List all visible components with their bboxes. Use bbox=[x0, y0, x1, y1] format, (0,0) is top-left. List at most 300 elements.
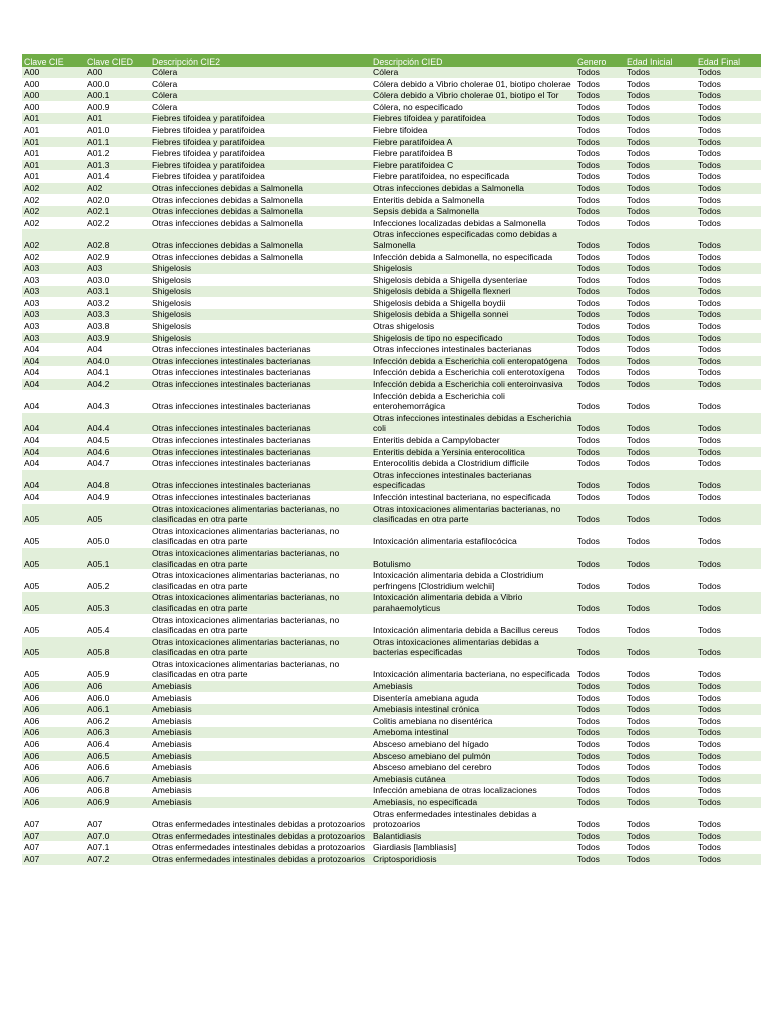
cell-descripcion-cied[interactable]: Otras infecciones especificadas como debidas a Salmonella bbox=[371, 229, 575, 251]
cell-edad-inicial[interactable]: Todos bbox=[625, 124, 696, 136]
cell-genero[interactable]: Todos bbox=[575, 148, 625, 160]
cell-edad-final[interactable]: Todos bbox=[696, 658, 761, 680]
cell-descripcion-cied[interactable]: Otras infecciones intestinales debidas a Escherichia coli bbox=[371, 412, 575, 434]
cell-edad-inicial[interactable]: Todos bbox=[625, 435, 696, 447]
cell-genero[interactable]: Todos bbox=[575, 446, 625, 458]
cell-clave-cie[interactable]: A04 bbox=[22, 435, 85, 447]
cell-clave-cie[interactable]: A02 bbox=[22, 194, 85, 206]
cell-clave-cied[interactable]: A06.6 bbox=[85, 762, 150, 774]
cell-clave-cied[interactable]: A04 bbox=[85, 344, 150, 356]
cell-clave-cie[interactable]: A02 bbox=[22, 217, 85, 229]
cell-clave-cie[interactable]: A04 bbox=[22, 491, 85, 503]
cell-edad-inicial[interactable]: Todos bbox=[625, 344, 696, 356]
cell-descripcion-cie2[interactable]: Fiebres tifoidea y paratifoidea bbox=[150, 113, 371, 125]
cell-edad-inicial[interactable]: Todos bbox=[625, 739, 696, 751]
cell-descripcion-cie2[interactable]: Otras infecciones intestinales bacterianas bbox=[150, 367, 371, 379]
cell-clave-cie[interactable]: A01 bbox=[22, 136, 85, 148]
cell-edad-inicial[interactable]: Todos bbox=[625, 171, 696, 183]
cell-descripcion-cied[interactable]: Colitis amebiana no disentérica bbox=[371, 715, 575, 727]
cell-edad-final[interactable]: Todos bbox=[696, 251, 761, 263]
cell-descripcion-cied[interactable]: Otras infecciones intestinales bacterianas especificadas bbox=[371, 469, 575, 491]
cell-descripcion-cie2[interactable]: Shigelosis bbox=[150, 297, 371, 309]
cell-clave-cied[interactable]: A02.1 bbox=[85, 206, 150, 218]
cell-clave-cied[interactable]: A04.5 bbox=[85, 435, 150, 447]
cell-descripcion-cied[interactable]: Intoxicación alimentaria bacteriana, no especificada bbox=[371, 658, 575, 680]
cell-descripcion-cie2[interactable]: Otras infecciones intestinales bacterianas bbox=[150, 344, 371, 356]
cell-clave-cied[interactable]: A03.8 bbox=[85, 321, 150, 333]
cell-descripcion-cied[interactable]: Sepsis debida a Salmonella bbox=[371, 206, 575, 218]
cell-clave-cie[interactable]: A03 bbox=[22, 321, 85, 333]
cell-clave-cie[interactable]: A04 bbox=[22, 446, 85, 458]
cell-clave-cied[interactable]: A05.9 bbox=[85, 658, 150, 680]
cell-descripcion-cied[interactable]: Shigelosis debida a Shigella flexneri bbox=[371, 286, 575, 298]
cell-edad-inicial[interactable]: Todos bbox=[625, 715, 696, 727]
cell-edad-inicial[interactable]: Todos bbox=[625, 332, 696, 344]
cell-clave-cie[interactable]: A03 bbox=[22, 297, 85, 309]
cell-descripcion-cie2[interactable]: Fiebres tifoidea y paratifoidea bbox=[150, 136, 371, 148]
cell-descripcion-cie2[interactable]: Otras infecciones intestinales bacterianas bbox=[150, 491, 371, 503]
cell-edad-final[interactable]: Todos bbox=[696, 503, 761, 525]
cell-genero[interactable]: Todos bbox=[575, 491, 625, 503]
cell-edad-inicial[interactable]: Todos bbox=[625, 101, 696, 113]
cell-clave-cie[interactable]: A03 bbox=[22, 274, 85, 286]
cell-clave-cied[interactable]: A07.2 bbox=[85, 853, 150, 865]
cell-descripcion-cied[interactable]: Shigelosis debida a Shigella boydii bbox=[371, 297, 575, 309]
cell-edad-inicial[interactable]: Todos bbox=[625, 692, 696, 704]
cell-edad-inicial[interactable]: Todos bbox=[625, 681, 696, 693]
cell-descripcion-cied[interactable]: Enteritis debida a Yersinia enterocolitica bbox=[371, 446, 575, 458]
cell-genero[interactable]: Todos bbox=[575, 570, 625, 592]
cell-genero[interactable]: Todos bbox=[575, 750, 625, 762]
cell-edad-inicial[interactable]: Todos bbox=[625, 90, 696, 102]
cell-edad-final[interactable]: Todos bbox=[696, 367, 761, 379]
cell-descripcion-cie2[interactable]: Otras infecciones intestinales bacterianas bbox=[150, 435, 371, 447]
cell-edad-inicial[interactable]: Todos bbox=[625, 263, 696, 275]
cell-clave-cied[interactable]: A05.8 bbox=[85, 636, 150, 658]
cell-descripcion-cied[interactable]: Cólera debido a Vibrio cholerae 01, biotipo cholerae bbox=[371, 78, 575, 90]
cell-genero[interactable]: Todos bbox=[575, 194, 625, 206]
cell-descripcion-cied[interactable]: Fiebre tifoidea bbox=[371, 124, 575, 136]
cell-clave-cie[interactable]: A00 bbox=[22, 101, 85, 113]
cell-clave-cied[interactable]: A07.0 bbox=[85, 830, 150, 842]
cell-edad-final[interactable]: Todos bbox=[696, 90, 761, 102]
cell-descripcion-cied[interactable]: Intoxicación alimentaria debida a Vibrio parahaemolyticus bbox=[371, 592, 575, 614]
cell-clave-cied[interactable]: A01.3 bbox=[85, 159, 150, 171]
cell-clave-cie[interactable]: A00 bbox=[22, 67, 85, 78]
cell-clave-cie[interactable]: A06 bbox=[22, 692, 85, 704]
cell-descripcion-cied[interactable]: Otras enfermedades intestinales debidas a protozoarios bbox=[371, 808, 575, 830]
cell-clave-cied[interactable]: A07.1 bbox=[85, 842, 150, 854]
cell-descripcion-cied[interactable]: Amebiasis bbox=[371, 681, 575, 693]
cell-clave-cied[interactable]: A04.3 bbox=[85, 390, 150, 412]
cell-edad-inicial[interactable]: Todos bbox=[625, 808, 696, 830]
cell-descripcion-cie2[interactable]: Otras infecciones intestinales bacterianas bbox=[150, 390, 371, 412]
cell-edad-final[interactable]: Todos bbox=[696, 446, 761, 458]
header-clave-cied[interactable]: Clave CIED bbox=[85, 54, 150, 67]
cell-clave-cie[interactable]: A00 bbox=[22, 78, 85, 90]
cell-edad-final[interactable]: Todos bbox=[696, 286, 761, 298]
cell-clave-cied[interactable]: A03.0 bbox=[85, 274, 150, 286]
cell-genero[interactable]: Todos bbox=[575, 101, 625, 113]
cell-genero[interactable]: Todos bbox=[575, 727, 625, 739]
cell-descripcion-cie2[interactable]: Otras enfermedades intestinales debidas a protozoarios bbox=[150, 808, 371, 830]
cell-clave-cie[interactable]: A06 bbox=[22, 797, 85, 809]
cell-descripcion-cied[interactable]: Intoxicación alimentaria estafilocócica bbox=[371, 525, 575, 547]
cell-descripcion-cie2[interactable]: Shigelosis bbox=[150, 274, 371, 286]
cell-clave-cied[interactable]: A00.0 bbox=[85, 78, 150, 90]
cell-descripcion-cied[interactable]: Ameboma intestinal bbox=[371, 727, 575, 739]
cell-edad-inicial[interactable]: Todos bbox=[625, 136, 696, 148]
cell-clave-cied[interactable]: A06.3 bbox=[85, 727, 150, 739]
cell-genero[interactable]: Todos bbox=[575, 715, 625, 727]
cell-clave-cie[interactable]: A07 bbox=[22, 808, 85, 830]
cell-descripcion-cie2[interactable]: Amebiasis bbox=[150, 692, 371, 704]
cell-descripcion-cie2[interactable]: Otras enfermedades intestinales debidas a protozoarios bbox=[150, 830, 371, 842]
cell-clave-cied[interactable]: A06.1 bbox=[85, 704, 150, 716]
cell-descripcion-cie2[interactable]: Cólera bbox=[150, 101, 371, 113]
cell-genero[interactable]: Todos bbox=[575, 435, 625, 447]
cell-edad-inicial[interactable]: Todos bbox=[625, 727, 696, 739]
cell-descripcion-cie2[interactable]: Fiebres tifoidea y paratifoidea bbox=[150, 159, 371, 171]
cell-clave-cied[interactable]: A04.2 bbox=[85, 379, 150, 391]
cell-clave-cie[interactable]: A05 bbox=[22, 658, 85, 680]
cell-descripcion-cie2[interactable]: Otras infecciones debidas a Salmonella bbox=[150, 251, 371, 263]
cell-descripcion-cied[interactable]: Intoxicación alimentaria debida a Clostridium perfringens [Clostridium welchii] bbox=[371, 570, 575, 592]
cell-genero[interactable]: Todos bbox=[575, 355, 625, 367]
cell-genero[interactable]: Todos bbox=[575, 547, 625, 569]
cell-genero[interactable]: Todos bbox=[575, 808, 625, 830]
cell-descripcion-cied[interactable]: Infecciones localizadas debidas a Salmonella bbox=[371, 217, 575, 229]
cell-descripcion-cie2[interactable]: Otras intoxicaciones alimentarias bacterianas, no clasificadas en otra parte bbox=[150, 503, 371, 525]
cell-descripcion-cied[interactable]: Cólera, no especificado bbox=[371, 101, 575, 113]
cell-clave-cied[interactable]: A03.2 bbox=[85, 297, 150, 309]
cell-edad-inicial[interactable]: Todos bbox=[625, 297, 696, 309]
cell-edad-inicial[interactable]: Todos bbox=[625, 113, 696, 125]
header-clave-cie[interactable]: Clave CIE bbox=[22, 54, 85, 67]
cell-edad-inicial[interactable]: Todos bbox=[625, 658, 696, 680]
cell-descripcion-cied[interactable]: Absceso amebiano del cerebro bbox=[371, 762, 575, 774]
cell-clave-cied[interactable]: A01.1 bbox=[85, 136, 150, 148]
cell-descripcion-cie2[interactable]: Otras infecciones debidas a Salmonella bbox=[150, 229, 371, 251]
cell-genero[interactable]: Todos bbox=[575, 321, 625, 333]
cell-clave-cie[interactable]: A02 bbox=[22, 229, 85, 251]
cell-descripcion-cie2[interactable]: Otras infecciones intestinales bacterianas bbox=[150, 469, 371, 491]
cell-edad-inicial[interactable]: Todos bbox=[625, 750, 696, 762]
cell-clave-cie[interactable]: A06 bbox=[22, 727, 85, 739]
cell-descripcion-cie2[interactable]: Cólera bbox=[150, 90, 371, 102]
header-genero[interactable]: Genero bbox=[575, 54, 625, 67]
cell-descripcion-cie2[interactable]: Otras infecciones debidas a Salmonella bbox=[150, 206, 371, 218]
cell-edad-inicial[interactable]: Todos bbox=[625, 503, 696, 525]
cell-clave-cie[interactable]: A02 bbox=[22, 182, 85, 194]
cell-clave-cied[interactable]: A03.1 bbox=[85, 286, 150, 298]
cell-genero[interactable]: Todos bbox=[575, 412, 625, 434]
cell-edad-final[interactable]: Todos bbox=[696, 274, 761, 286]
cell-genero[interactable]: Todos bbox=[575, 739, 625, 751]
cell-edad-final[interactable]: Todos bbox=[696, 547, 761, 569]
cell-clave-cied[interactable]: A01 bbox=[85, 113, 150, 125]
cell-genero[interactable]: Todos bbox=[575, 78, 625, 90]
cell-edad-final[interactable]: Todos bbox=[696, 797, 761, 809]
cell-clave-cie[interactable]: A06 bbox=[22, 785, 85, 797]
cell-descripcion-cied[interactable]: Shigelosis debida a Shigella sonnei bbox=[371, 309, 575, 321]
cell-clave-cie[interactable]: A04 bbox=[22, 355, 85, 367]
cell-edad-inicial[interactable]: Todos bbox=[625, 592, 696, 614]
cell-edad-inicial[interactable]: Todos bbox=[625, 830, 696, 842]
cell-clave-cie[interactable]: A03 bbox=[22, 263, 85, 275]
cell-genero[interactable]: Todos bbox=[575, 390, 625, 412]
cell-edad-inicial[interactable]: Todos bbox=[625, 636, 696, 658]
cell-descripcion-cie2[interactable]: Otras enfermedades intestinales debidas a protozoarios bbox=[150, 842, 371, 854]
cell-edad-final[interactable]: Todos bbox=[696, 101, 761, 113]
cell-genero[interactable]: Todos bbox=[575, 136, 625, 148]
cell-edad-final[interactable]: Todos bbox=[696, 297, 761, 309]
cell-clave-cied[interactable]: A02.0 bbox=[85, 194, 150, 206]
cell-edad-final[interactable]: Todos bbox=[696, 435, 761, 447]
cell-clave-cied[interactable]: A05 bbox=[85, 503, 150, 525]
cell-clave-cie[interactable]: A01 bbox=[22, 148, 85, 160]
cell-edad-final[interactable]: Todos bbox=[696, 148, 761, 160]
cell-clave-cied[interactable]: A05.1 bbox=[85, 547, 150, 569]
cell-edad-final[interactable]: Todos bbox=[696, 469, 761, 491]
cell-descripcion-cied[interactable]: Fiebre paratifoidea A bbox=[371, 136, 575, 148]
cell-descripcion-cie2[interactable]: Fiebres tifoidea y paratifoidea bbox=[150, 171, 371, 183]
cell-edad-inicial[interactable]: Todos bbox=[625, 446, 696, 458]
cell-descripcion-cied[interactable]: Fiebre paratifoidea, no especificada bbox=[371, 171, 575, 183]
cell-descripcion-cied[interactable]: Amebiasis intestinal crónica bbox=[371, 704, 575, 716]
cell-clave-cie[interactable]: A07 bbox=[22, 842, 85, 854]
cell-clave-cied[interactable]: A06.9 bbox=[85, 797, 150, 809]
cell-clave-cie[interactable]: A04 bbox=[22, 412, 85, 434]
cell-clave-cie[interactable]: A04 bbox=[22, 344, 85, 356]
header-descripcion-cied[interactable]: Descripción CIED bbox=[371, 54, 575, 67]
cell-descripcion-cie2[interactable]: Otras infecciones intestinales bacterianas bbox=[150, 412, 371, 434]
cell-descripcion-cied[interactable]: Fiebre paratifoidea C bbox=[371, 159, 575, 171]
cell-edad-inicial[interactable]: Todos bbox=[625, 842, 696, 854]
cell-clave-cied[interactable]: A02 bbox=[85, 182, 150, 194]
header-descripcion-cie2[interactable]: Descripción CIE2 bbox=[150, 54, 371, 67]
cell-descripcion-cie2[interactable]: Shigelosis bbox=[150, 321, 371, 333]
cell-genero[interactable]: Todos bbox=[575, 182, 625, 194]
cell-clave-cie[interactable]: A00 bbox=[22, 90, 85, 102]
cell-descripcion-cie2[interactable]: Otras intoxicaciones alimentarias bacterianas, no clasificadas en otra parte bbox=[150, 547, 371, 569]
cell-descripcion-cie2[interactable]: Fiebres tifoidea y paratifoidea bbox=[150, 148, 371, 160]
cell-edad-final[interactable]: Todos bbox=[696, 412, 761, 434]
cell-edad-inicial[interactable]: Todos bbox=[625, 251, 696, 263]
cell-genero[interactable]: Todos bbox=[575, 67, 625, 78]
cell-edad-final[interactable]: Todos bbox=[696, 171, 761, 183]
cell-edad-inicial[interactable]: Todos bbox=[625, 412, 696, 434]
cell-descripcion-cie2[interactable]: Amebiasis bbox=[150, 785, 371, 797]
cell-descripcion-cied[interactable]: Infección debida a Escherichia coli enteropatógena bbox=[371, 355, 575, 367]
cell-descripcion-cie2[interactable]: Shigelosis bbox=[150, 332, 371, 344]
cell-genero[interactable]: Todos bbox=[575, 658, 625, 680]
cell-descripcion-cied[interactable]: Infección debida a Escherichia coli enterohemorrágica bbox=[371, 390, 575, 412]
cell-edad-final[interactable]: Todos bbox=[696, 570, 761, 592]
cell-clave-cied[interactable]: A00.9 bbox=[85, 101, 150, 113]
cell-edad-inicial[interactable]: Todos bbox=[625, 182, 696, 194]
cell-clave-cied[interactable]: A07 bbox=[85, 808, 150, 830]
cell-edad-final[interactable]: Todos bbox=[696, 842, 761, 854]
cell-clave-cied[interactable]: A04.6 bbox=[85, 446, 150, 458]
cell-edad-final[interactable]: Todos bbox=[696, 491, 761, 503]
cell-genero[interactable]: Todos bbox=[575, 636, 625, 658]
cell-descripcion-cie2[interactable]: Shigelosis bbox=[150, 309, 371, 321]
cell-descripcion-cie2[interactable]: Amebiasis bbox=[150, 750, 371, 762]
cell-clave-cie[interactable]: A05 bbox=[22, 614, 85, 636]
cell-clave-cied[interactable]: A04.0 bbox=[85, 355, 150, 367]
cell-descripcion-cied[interactable]: Intoxicación alimentaria debida a Bacillus cereus bbox=[371, 614, 575, 636]
cell-genero[interactable]: Todos bbox=[575, 853, 625, 865]
cell-descripcion-cied[interactable]: Otras intoxicaciones alimentarias bacterianas, no clasificadas en otra parte bbox=[371, 503, 575, 525]
cell-edad-inicial[interactable]: Todos bbox=[625, 309, 696, 321]
cell-descripcion-cied[interactable]: Cólera debido a Vibrio cholerae 01, biotipo el Tor bbox=[371, 90, 575, 102]
cell-genero[interactable]: Todos bbox=[575, 229, 625, 251]
cell-descripcion-cie2[interactable]: Shigelosis bbox=[150, 263, 371, 275]
cell-descripcion-cied[interactable]: Botulismo bbox=[371, 547, 575, 569]
cell-clave-cied[interactable]: A02.2 bbox=[85, 217, 150, 229]
cell-genero[interactable]: Todos bbox=[575, 286, 625, 298]
cell-edad-final[interactable]: Todos bbox=[696, 321, 761, 333]
cell-edad-inicial[interactable]: Todos bbox=[625, 274, 696, 286]
cell-clave-cie[interactable]: A04 bbox=[22, 390, 85, 412]
cell-clave-cie[interactable]: A06 bbox=[22, 704, 85, 716]
cell-descripcion-cie2[interactable]: Amebiasis bbox=[150, 727, 371, 739]
cell-edad-final[interactable]: Todos bbox=[696, 525, 761, 547]
cell-clave-cied[interactable]: A06 bbox=[85, 681, 150, 693]
cell-edad-final[interactable]: Todos bbox=[696, 379, 761, 391]
cell-descripcion-cied[interactable]: Enteritis debida a Campylobacter bbox=[371, 435, 575, 447]
cell-edad-final[interactable]: Todos bbox=[696, 614, 761, 636]
cell-descripcion-cie2[interactable]: Otras intoxicaciones alimentarias bacterianas, no clasificadas en otra parte bbox=[150, 525, 371, 547]
cell-clave-cied[interactable]: A05.4 bbox=[85, 614, 150, 636]
cell-edad-final[interactable]: Todos bbox=[696, 113, 761, 125]
cell-clave-cie[interactable]: A03 bbox=[22, 286, 85, 298]
cell-edad-inicial[interactable]: Todos bbox=[625, 853, 696, 865]
cell-clave-cie[interactable]: A01 bbox=[22, 124, 85, 136]
cell-edad-inicial[interactable]: Todos bbox=[625, 390, 696, 412]
cell-genero[interactable]: Todos bbox=[575, 217, 625, 229]
cell-descripcion-cied[interactable]: Amebiasis cutánea bbox=[371, 773, 575, 785]
cell-clave-cie[interactable]: A06 bbox=[22, 681, 85, 693]
cell-edad-inicial[interactable]: Todos bbox=[625, 286, 696, 298]
cell-descripcion-cie2[interactable]: Otras infecciones intestinales bacterianas bbox=[150, 379, 371, 391]
cell-clave-cie[interactable]: A05 bbox=[22, 503, 85, 525]
cell-descripcion-cie2[interactable]: Otras infecciones debidas a Salmonella bbox=[150, 217, 371, 229]
cell-genero[interactable]: Todos bbox=[575, 113, 625, 125]
cell-clave-cied[interactable]: A06.4 bbox=[85, 739, 150, 751]
cell-descripcion-cie2[interactable]: Otras infecciones intestinales bacterianas bbox=[150, 446, 371, 458]
cell-edad-final[interactable]: Todos bbox=[696, 206, 761, 218]
cell-edad-inicial[interactable]: Todos bbox=[625, 379, 696, 391]
cell-clave-cied[interactable]: A01.0 bbox=[85, 124, 150, 136]
cell-descripcion-cie2[interactable]: Amebiasis bbox=[150, 773, 371, 785]
cell-clave-cie[interactable]: A06 bbox=[22, 762, 85, 774]
cell-descripcion-cied[interactable]: Infección debida a Salmonella, no especificada bbox=[371, 251, 575, 263]
cell-clave-cied[interactable]: A04.7 bbox=[85, 458, 150, 470]
cell-descripcion-cied[interactable]: Shigelosis debida a Shigella dysenteriae bbox=[371, 274, 575, 286]
cell-edad-final[interactable]: Todos bbox=[696, 681, 761, 693]
cell-clave-cied[interactable]: A06.7 bbox=[85, 773, 150, 785]
cell-genero[interactable]: Todos bbox=[575, 592, 625, 614]
cell-edad-final[interactable]: Todos bbox=[696, 229, 761, 251]
cell-genero[interactable]: Todos bbox=[575, 263, 625, 275]
cell-genero[interactable]: Todos bbox=[575, 797, 625, 809]
header-edad-inicial[interactable]: Edad Inicial bbox=[625, 54, 696, 67]
cell-genero[interactable]: Todos bbox=[575, 297, 625, 309]
cell-descripcion-cied[interactable]: Absceso amebiano del pulmón bbox=[371, 750, 575, 762]
cell-genero[interactable]: Todos bbox=[575, 503, 625, 525]
cell-clave-cied[interactable]: A04.9 bbox=[85, 491, 150, 503]
cell-descripcion-cied[interactable]: Amebiasis, no especificada bbox=[371, 797, 575, 809]
cell-clave-cied[interactable]: A03.3 bbox=[85, 309, 150, 321]
cell-edad-inicial[interactable]: Todos bbox=[625, 367, 696, 379]
cell-edad-final[interactable]: Todos bbox=[696, 217, 761, 229]
cell-clave-cied[interactable]: A05.2 bbox=[85, 570, 150, 592]
cell-clave-cie[interactable]: A01 bbox=[22, 113, 85, 125]
cell-descripcion-cied[interactable]: Fiebres tifoidea y paratifoidea bbox=[371, 113, 575, 125]
cell-clave-cied[interactable]: A05.3 bbox=[85, 592, 150, 614]
cell-descripcion-cie2[interactable]: Fiebres tifoidea y paratifoidea bbox=[150, 124, 371, 136]
cell-clave-cied[interactable]: A04.4 bbox=[85, 412, 150, 434]
cell-clave-cied[interactable]: A06.5 bbox=[85, 750, 150, 762]
cell-edad-inicial[interactable]: Todos bbox=[625, 217, 696, 229]
cell-clave-cied[interactable]: A01.4 bbox=[85, 171, 150, 183]
cell-descripcion-cied[interactable]: Otras intoxicaciones alimentarias debidas a bacterias especificadas bbox=[371, 636, 575, 658]
cell-descripcion-cie2[interactable]: Amebiasis bbox=[150, 704, 371, 716]
cell-clave-cied[interactable]: A03 bbox=[85, 263, 150, 275]
cell-genero[interactable]: Todos bbox=[575, 206, 625, 218]
cell-descripcion-cie2[interactable]: Otras infecciones intestinales bacterianas bbox=[150, 355, 371, 367]
cell-edad-final[interactable]: Todos bbox=[696, 332, 761, 344]
cell-clave-cied[interactable]: A04.8 bbox=[85, 469, 150, 491]
cell-genero[interactable]: Todos bbox=[575, 525, 625, 547]
cell-clave-cie[interactable]: A05 bbox=[22, 592, 85, 614]
cell-clave-cied[interactable]: A03.9 bbox=[85, 332, 150, 344]
cell-edad-final[interactable]: Todos bbox=[696, 182, 761, 194]
cell-genero[interactable]: Todos bbox=[575, 773, 625, 785]
cell-descripcion-cied[interactable]: Shigelosis de tipo no especificado bbox=[371, 332, 575, 344]
cell-edad-inicial[interactable]: Todos bbox=[625, 159, 696, 171]
cell-clave-cied[interactable]: A02.8 bbox=[85, 229, 150, 251]
cell-descripcion-cied[interactable]: Otras infecciones debidas a Salmonella bbox=[371, 182, 575, 194]
header-edad-final[interactable]: Edad Final bbox=[696, 54, 761, 67]
cell-descripcion-cie2[interactable]: Otras infecciones debidas a Salmonella bbox=[150, 194, 371, 206]
cell-descripcion-cie2[interactable]: Otras intoxicaciones alimentarias bacterianas, no clasificadas en otra parte bbox=[150, 636, 371, 658]
cell-clave-cie[interactable]: A06 bbox=[22, 773, 85, 785]
cell-clave-cied[interactable]: A04.1 bbox=[85, 367, 150, 379]
cell-genero[interactable]: Todos bbox=[575, 762, 625, 774]
cell-descripcion-cied[interactable]: Cólera bbox=[371, 67, 575, 78]
cell-descripcion-cied[interactable]: Giardiasis [lambliasis] bbox=[371, 842, 575, 854]
cell-descripcion-cied[interactable]: Infección intestinal bacteriana, no especificada bbox=[371, 491, 575, 503]
cell-edad-inicial[interactable]: Todos bbox=[625, 78, 696, 90]
cell-descripcion-cied[interactable]: Disentería amebiana aguda bbox=[371, 692, 575, 704]
cell-descripcion-cied[interactable]: Absceso amebiano del hígado bbox=[371, 739, 575, 751]
cell-genero[interactable]: Todos bbox=[575, 90, 625, 102]
cell-edad-inicial[interactable]: Todos bbox=[625, 229, 696, 251]
cell-edad-inicial[interactable]: Todos bbox=[625, 762, 696, 774]
cell-genero[interactable]: Todos bbox=[575, 159, 625, 171]
cell-edad-final[interactable]: Todos bbox=[696, 853, 761, 865]
cell-edad-inicial[interactable]: Todos bbox=[625, 194, 696, 206]
cell-descripcion-cie2[interactable]: Shigelosis bbox=[150, 286, 371, 298]
cell-edad-final[interactable]: Todos bbox=[696, 785, 761, 797]
cell-edad-final[interactable]: Todos bbox=[696, 390, 761, 412]
cell-edad-final[interactable]: Todos bbox=[696, 636, 761, 658]
cell-edad-final[interactable]: Todos bbox=[696, 704, 761, 716]
cell-edad-inicial[interactable]: Todos bbox=[625, 797, 696, 809]
